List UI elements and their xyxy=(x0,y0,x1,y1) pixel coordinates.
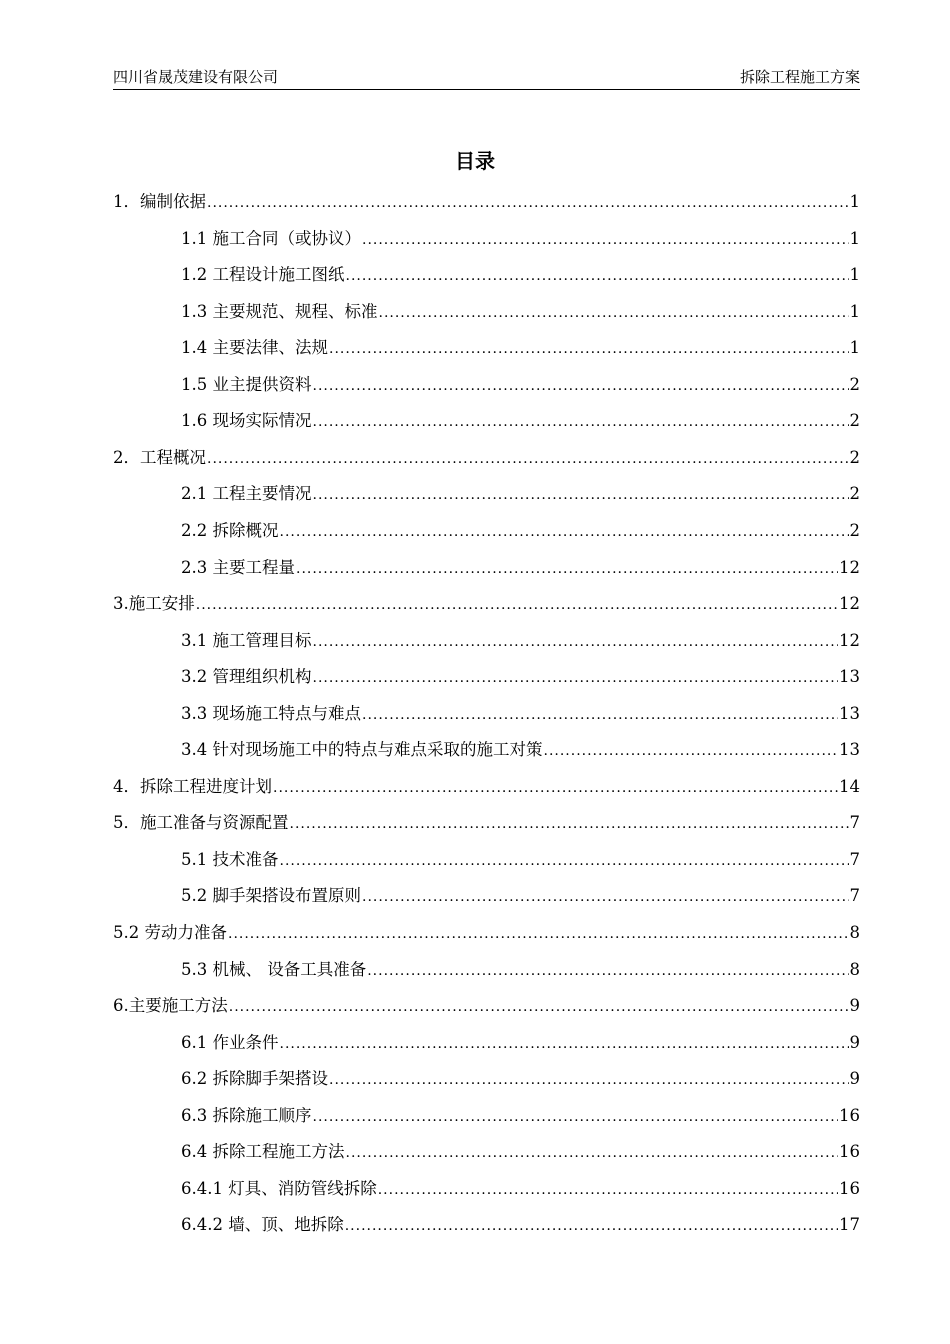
toc-entry-page-number: 7 xyxy=(849,850,860,869)
toc-dot-leader xyxy=(296,557,838,581)
toc-dot-leader xyxy=(196,593,838,617)
toc-entry[interactable] xyxy=(181,336,860,360)
toc-dot-leader xyxy=(362,703,838,727)
toc-entry-page-number: 1 xyxy=(849,229,860,248)
toc-entry[interactable] xyxy=(113,994,860,1018)
toc-entry-label: 6.1 作业条件 xyxy=(181,1033,279,1052)
toc-entry[interactable] xyxy=(181,556,860,580)
toc-entry[interactable] xyxy=(181,702,860,726)
toc-entry[interactable] xyxy=(181,409,860,433)
toc-entry-page-number: 14 xyxy=(839,777,860,796)
toc-dot-leader xyxy=(313,483,849,507)
toc-entry-label: 5.1 技术准备 xyxy=(181,850,279,869)
toc-entry-label: 1.1 施工合同（或协议） xyxy=(181,229,361,248)
toc-entry-label: 5．施工准备与资源配置 xyxy=(113,813,289,832)
toc-entry[interactable] xyxy=(181,1177,860,1201)
toc-entry[interactable] xyxy=(113,190,860,214)
toc-entry-label: 2.1 工程主要情况 xyxy=(181,484,312,503)
toc-dot-leader xyxy=(362,885,849,909)
toc-entry-page-number: 13 xyxy=(839,704,860,723)
toc-entry[interactable] xyxy=(181,300,860,324)
toc-entry-label: 1.5 业主提供资料 xyxy=(181,375,312,394)
toc-dot-leader xyxy=(313,374,849,398)
toc-entry-page-number: 1 xyxy=(849,192,860,211)
page-header xyxy=(113,66,860,90)
toc-entry[interactable] xyxy=(113,592,860,616)
toc-dot-leader xyxy=(346,264,849,288)
toc-entry[interactable] xyxy=(181,1213,860,1237)
toc-dot-leader xyxy=(362,228,849,252)
toc-dot-leader xyxy=(329,337,849,361)
toc-entry[interactable] xyxy=(181,1140,860,1164)
toc-dot-leader xyxy=(329,1068,849,1092)
toc-entry-label: 6.4.1 灯具、消防管线拆除 xyxy=(181,1179,377,1198)
toc-entry[interactable] xyxy=(181,263,860,287)
toc-entry-page-number: 12 xyxy=(839,558,860,577)
toc-entry[interactable] xyxy=(181,519,860,543)
toc-dot-leader xyxy=(313,630,839,654)
toc-title: 目录 xyxy=(455,149,495,173)
toc-entry-page-number: 7 xyxy=(849,886,860,905)
toc-entry-label: 2.3 主要工程量 xyxy=(181,558,295,577)
toc-entry-label: 1.2 工程设计施工图纸 xyxy=(181,265,345,284)
toc-entry[interactable] xyxy=(181,482,860,506)
toc-entry-label: 6.主要施工方法 xyxy=(113,996,228,1015)
toc-entry-label: 4．拆除工程进度计划 xyxy=(113,777,272,796)
toc-entry-label: 1．编制依据 xyxy=(113,192,206,211)
toc-entry-page-number: 17 xyxy=(839,1215,860,1234)
toc-entry-page-number: 12 xyxy=(839,631,860,650)
toc-dot-leader xyxy=(207,447,849,471)
toc-entry[interactable] xyxy=(181,1067,860,1091)
toc-entry-page-number: 16 xyxy=(839,1106,860,1125)
toc-entry-page-number: 2 xyxy=(849,521,860,540)
toc-dot-leader xyxy=(280,849,849,873)
toc-dot-leader xyxy=(313,1105,839,1129)
toc-dot-leader xyxy=(228,922,849,946)
toc-dot-leader xyxy=(229,995,849,1019)
toc-entry[interactable] xyxy=(181,227,860,251)
toc-entry-page-number: 16 xyxy=(839,1142,860,1161)
toc-entry-label: 2．工程概况 xyxy=(113,448,206,467)
toc-entry[interactable] xyxy=(113,811,860,835)
header-company-name: 四川省晟茂建设有限公司 xyxy=(113,68,279,86)
toc-dot-leader xyxy=(280,1032,849,1056)
toc-dot-leader xyxy=(346,1141,839,1165)
toc-entry-label: 5.2 脚手架搭设布置原则 xyxy=(181,886,361,905)
toc-entry-page-number: 2 xyxy=(849,484,860,503)
toc-entry-page-number: 16 xyxy=(839,1179,860,1198)
header-divider xyxy=(113,89,860,90)
toc-entry-label: 3.1 施工管理目标 xyxy=(181,631,312,650)
toc-entry-label: 6.3 拆除施工顺序 xyxy=(181,1106,312,1125)
toc-dot-leader xyxy=(273,776,838,800)
toc-entry-page-number: 7 xyxy=(849,813,860,832)
toc-entry[interactable] xyxy=(181,1104,860,1128)
toc-entry-label: 5.3 机械、 设备工具准备 xyxy=(181,960,367,979)
toc-entry[interactable] xyxy=(181,848,860,872)
toc-dot-leader xyxy=(544,739,839,763)
toc-dot-leader xyxy=(207,191,849,215)
toc-dot-leader xyxy=(313,666,839,690)
toc-entry-page-number: 8 xyxy=(849,923,860,942)
toc-entry-label: 3.4 针对现场施工中的特点与难点采取的施工对策 xyxy=(181,740,543,759)
toc-entry[interactable] xyxy=(181,373,860,397)
toc-dot-leader xyxy=(379,301,849,325)
toc-entry-page-number: 2 xyxy=(849,375,860,394)
toc-entry[interactable] xyxy=(181,629,860,653)
toc-dot-leader xyxy=(367,959,848,983)
toc-entry[interactable] xyxy=(181,958,860,982)
toc-entry-page-number: 1 xyxy=(849,338,860,357)
toc-entry[interactable] xyxy=(181,1031,860,1055)
toc-entry-label: 3.3 现场施工特点与难点 xyxy=(181,704,361,723)
toc-entry-page-number: 12 xyxy=(839,594,860,613)
toc-entry[interactable] xyxy=(181,884,860,908)
toc-entry-label: 3.施工安排 xyxy=(113,594,195,613)
toc-entry[interactable] xyxy=(113,921,860,945)
toc-entry-page-number: 9 xyxy=(849,1069,860,1088)
toc-entry-page-number: 8 xyxy=(849,960,860,979)
toc-entry-page-number: 1 xyxy=(849,302,860,321)
toc-entry-page-number: 9 xyxy=(849,1033,860,1052)
toc-dot-leader xyxy=(290,812,849,836)
toc-entry-page-number: 1 xyxy=(849,265,860,284)
toc-entry-page-number: 2 xyxy=(849,411,860,430)
toc-entry-page-number: 13 xyxy=(839,740,860,759)
toc-entry-label: 1.4 主要法律、法规 xyxy=(181,338,328,357)
toc-dot-leader xyxy=(345,1214,838,1238)
toc-entry-label: 3.2 管理组织机构 xyxy=(181,667,312,686)
toc-entry[interactable] xyxy=(181,738,860,762)
toc-entry-label: 6.2 拆除脚手架搭设 xyxy=(181,1069,328,1088)
toc-entry-label: 1.6 现场实际情况 xyxy=(181,411,312,430)
toc-entry[interactable] xyxy=(181,665,860,689)
toc-entry-page-number: 13 xyxy=(839,667,860,686)
toc-entry-label: 6.4.2 墙、顶、地拆除 xyxy=(181,1215,344,1234)
toc-entry-label: 2.2 拆除概况 xyxy=(181,521,279,540)
toc-entry-page-number: 9 xyxy=(849,996,860,1015)
toc-dot-leader xyxy=(280,520,849,544)
toc-dot-leader xyxy=(378,1178,838,1202)
toc-entry[interactable] xyxy=(113,775,860,799)
toc-entry-label: 6.4 拆除工程施工方法 xyxy=(181,1142,345,1161)
toc-dot-leader xyxy=(313,410,849,434)
toc-entry[interactable] xyxy=(113,446,860,470)
toc-entry-page-number: 2 xyxy=(849,448,860,467)
header-document-title: 拆除工程施工方案 xyxy=(739,68,860,86)
toc-entry-label: 5.2 劳动力准备 xyxy=(113,923,227,942)
toc-entry-label: 1.3 主要规范、规程、标准 xyxy=(181,302,378,321)
